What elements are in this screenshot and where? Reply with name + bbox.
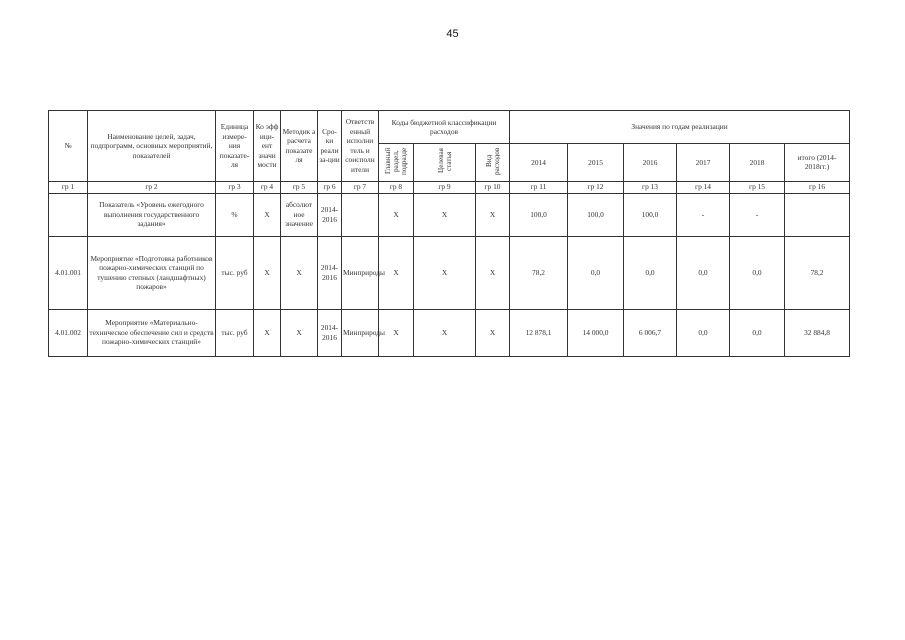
col-num: гр 15 — [730, 181, 785, 193]
row-responsible: Минприроды — [342, 309, 379, 356]
row-method: X — [281, 236, 318, 309]
table-row — [49, 236, 850, 309]
header-values: Значения по годам реализации — [510, 111, 850, 144]
row-responsible: Минприроды — [342, 236, 379, 309]
header-year-2018: 2018 — [730, 144, 785, 182]
row-term: 2014-2016 — [318, 309, 342, 356]
row-c9: X — [414, 309, 476, 356]
row-c8: X — [379, 236, 414, 309]
header-year-2016: 2016 — [624, 144, 677, 182]
header-bcc-section: Главный раздел, подразде — [379, 144, 414, 182]
row-c10: X — [476, 193, 510, 236]
header-coef: Ко эфф ици-ент значи мости — [254, 111, 281, 182]
header-no: № — [49, 111, 88, 182]
col-num: гр 12 — [568, 181, 624, 193]
row-total — [785, 193, 850, 236]
row-unit: тыс. руб — [216, 236, 254, 309]
header-unit: Единица измере-ния показате-ля — [216, 111, 254, 182]
row-method: абсолют ное значение — [281, 193, 318, 236]
row-2014: 78,2 — [510, 236, 568, 309]
row-2018: - — [730, 193, 785, 236]
page-number: 45 — [446, 28, 459, 40]
row-2018: 0,0 — [730, 236, 785, 309]
row-total: 32 884,8 — [785, 309, 850, 356]
row-2016: 100,0 — [624, 193, 677, 236]
header-name: Наименование целей, задач, подпрограмм, основных мероприятий, показателей — [88, 111, 216, 182]
row-no — [49, 193, 88, 236]
row-c9: X — [414, 193, 476, 236]
header-term: Сро-ки реали за-ции — [318, 111, 342, 182]
row-name: Мероприятие «Материально-техническое обеспечение сил и средств пожарно-химических станций» — [88, 309, 216, 356]
table-row — [49, 309, 850, 356]
row-no: 4.01.001 — [49, 236, 88, 309]
column-number-row — [49, 181, 850, 193]
row-c10: X — [476, 236, 510, 309]
row-total: 78,2 — [785, 236, 850, 309]
row-2016: 0,0 — [624, 236, 677, 309]
budget-table — [48, 110, 850, 357]
header-method: Методик а расчета показате ля — [281, 111, 318, 182]
header-bcc-type: Вид расходов — [476, 144, 510, 182]
row-c9: X — [414, 236, 476, 309]
row-2015: 100,0 — [568, 193, 624, 236]
row-2015: 0,0 — [568, 236, 624, 309]
row-c8: X — [379, 193, 414, 236]
header-bcc: Коды бюджетной классификации расходов — [379, 111, 510, 144]
col-num: гр 7 — [342, 181, 379, 193]
col-num: гр 13 — [624, 181, 677, 193]
row-2017: 0,0 — [677, 236, 730, 309]
row-2014: 12 878,1 — [510, 309, 568, 356]
row-coef: X — [254, 309, 281, 356]
col-num: гр 1 — [49, 181, 88, 193]
row-2018: 0,0 — [730, 309, 785, 356]
row-c10: X — [476, 309, 510, 356]
col-num: гр 16 — [785, 181, 850, 193]
col-num: гр 2 — [88, 181, 216, 193]
col-num: гр 8 — [379, 181, 414, 193]
col-num: гр 11 — [510, 181, 568, 193]
header-responsible: Ответств енный исполни тель и соисполн ители — [342, 111, 379, 182]
header-total: итого (2014-2018гг.) — [785, 144, 850, 182]
row-responsible — [342, 193, 379, 236]
row-c8: X — [379, 309, 414, 356]
col-num: гр 5 — [281, 181, 318, 193]
col-num: гр 14 — [677, 181, 730, 193]
col-num: гр 9 — [414, 181, 476, 193]
row-term: 2014-2016 — [318, 193, 342, 236]
row-coef: X — [254, 236, 281, 309]
row-2014: 100,0 — [510, 193, 568, 236]
row-name: Мероприятие «Подготовка работников пожарно-химических станций по тушению степных (ландшафтных) пожаров» — [88, 236, 216, 309]
row-unit: тыс. руб — [216, 309, 254, 356]
header-year-2014: 2014 — [510, 144, 568, 182]
col-num: гр 4 — [254, 181, 281, 193]
table-row — [49, 193, 850, 236]
row-2017: - — [677, 193, 730, 236]
row-term: 2014-2016 — [318, 236, 342, 309]
row-coef: X — [254, 193, 281, 236]
row-2015: 14 000,0 — [568, 309, 624, 356]
row-2016: 6 006,7 — [624, 309, 677, 356]
col-num: гр 3 — [216, 181, 254, 193]
row-unit: % — [216, 193, 254, 236]
header-year-2017: 2017 — [677, 144, 730, 182]
row-2017: 0,0 — [677, 309, 730, 356]
col-num: гр 10 — [476, 181, 510, 193]
header-year-2015: 2015 — [568, 144, 624, 182]
row-no: 4.01.002 — [49, 309, 88, 356]
row-method: X — [281, 309, 318, 356]
col-num: гр 6 — [318, 181, 342, 193]
row-name: Показатель «Уровень ежегодного выполнения государственного задания» — [88, 193, 216, 236]
header-row-1 — [49, 111, 850, 144]
header-bcc-article: Целевая статья — [414, 144, 476, 182]
